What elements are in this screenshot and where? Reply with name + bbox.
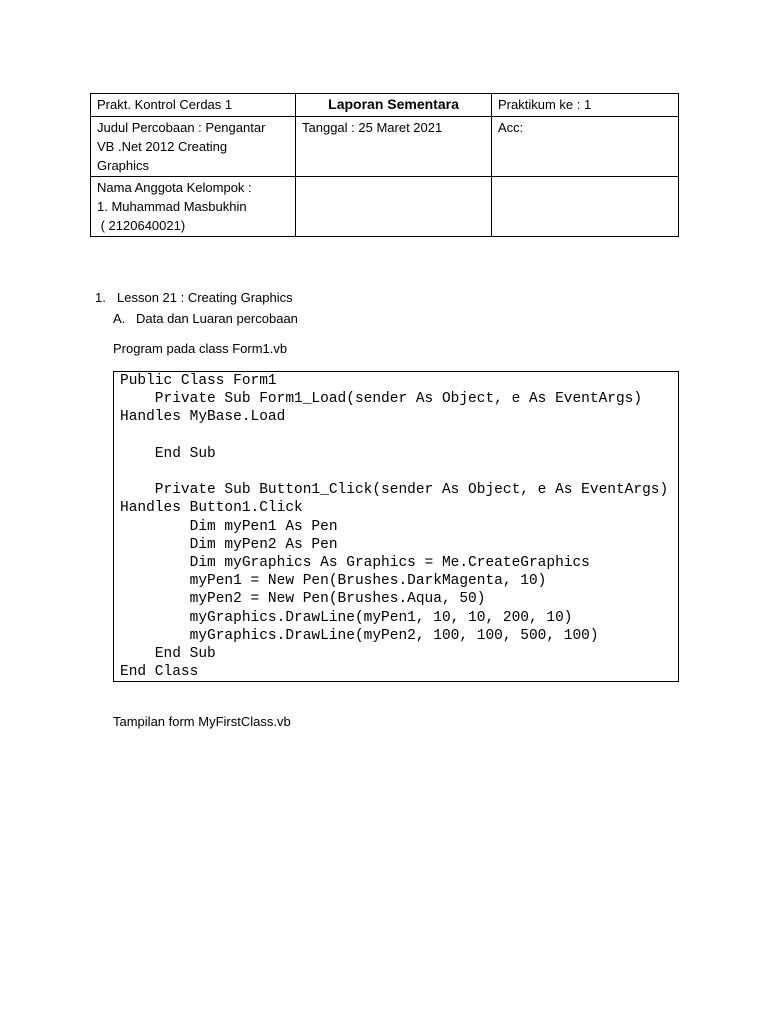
form-caption: Tampilan form MyFirstClass.vb: [113, 714, 291, 729]
code-line: myGraphics.DrawLine(myPen2, 100, 100, 500, 100): [120, 627, 599, 644]
group-members-line: Nama Anggota Kelompok :: [97, 180, 252, 195]
program-caption: Program pada class Form1.vb: [113, 341, 288, 356]
lesson-list-item: [95, 290, 293, 305]
group-members-cell: [91, 177, 296, 237]
code-line: myGraphics.DrawLine(myPen1, 10, 10, 200, 10): [120, 609, 573, 626]
lesson-title: Lesson 21 : Creating Graphics: [117, 290, 293, 305]
code-block: [113, 371, 679, 682]
code-line: Handles MyBase.Load: [120, 409, 286, 426]
code-line: Private Sub Button1_Click(sender As Object, e As EventArgs): [120, 482, 669, 499]
code-line: Private Sub Form1_Load(sender As Object, e As EventArgs): [120, 391, 643, 408]
report-header-table: [90, 93, 679, 237]
sub-list-item: [113, 311, 298, 326]
empty-cell: [492, 177, 679, 237]
code-line: Public Class Form1: [120, 373, 277, 389]
code-line: Dim myPen1 As Pen: [120, 518, 338, 535]
code-line: myPen2 = New Pen(Brushes.Aqua, 50): [120, 591, 486, 608]
experiment-title-line: VB .Net 2012 Creating: [97, 139, 228, 154]
group-members-line: 1. Muhammad Masbukhin: [97, 199, 247, 214]
code-line: End Sub: [120, 646, 216, 663]
header-row-1: [91, 94, 679, 117]
report-title: Laporan Sementara: [328, 96, 459, 112]
practicum-number-cell: Praktikum ke : 1: [492, 94, 679, 117]
empty-cell: [296, 177, 492, 237]
header-row-3: [91, 177, 679, 237]
experiment-title-cell: [91, 117, 296, 177]
code-line: myPen1 = New Pen(Brushes.DarkMagenta, 10): [120, 573, 547, 590]
group-members-line: ( 2120640021): [97, 218, 186, 233]
sub-list-letter: A.: [113, 311, 126, 326]
code-line: End Class: [120, 664, 199, 681]
list-number: 1.: [95, 290, 106, 305]
report-title-cell: [296, 94, 492, 117]
sub-list-title: Data dan Luaran percobaan: [136, 311, 298, 326]
experiment-title-line: Graphics: [97, 158, 150, 173]
code-line: [120, 463, 672, 481]
course-name-cell: Prakt. Kontrol Cerdas 1: [91, 94, 296, 117]
date-cell: Tanggal : 25 Maret 2021: [296, 117, 492, 177]
header-row-2: [91, 117, 679, 177]
approval-cell: Acc:: [492, 117, 679, 177]
code-line: Dim myPen2 As Pen: [120, 536, 338, 553]
code-line: Handles Button1.Click: [120, 500, 303, 517]
code-line: Dim myGraphics As Graphics = Me.CreateGraphics: [120, 555, 590, 571]
experiment-title-line: Judul Percobaan : Pengantar: [97, 120, 266, 135]
code-line: [120, 427, 672, 445]
code-line: End Sub: [120, 445, 216, 462]
